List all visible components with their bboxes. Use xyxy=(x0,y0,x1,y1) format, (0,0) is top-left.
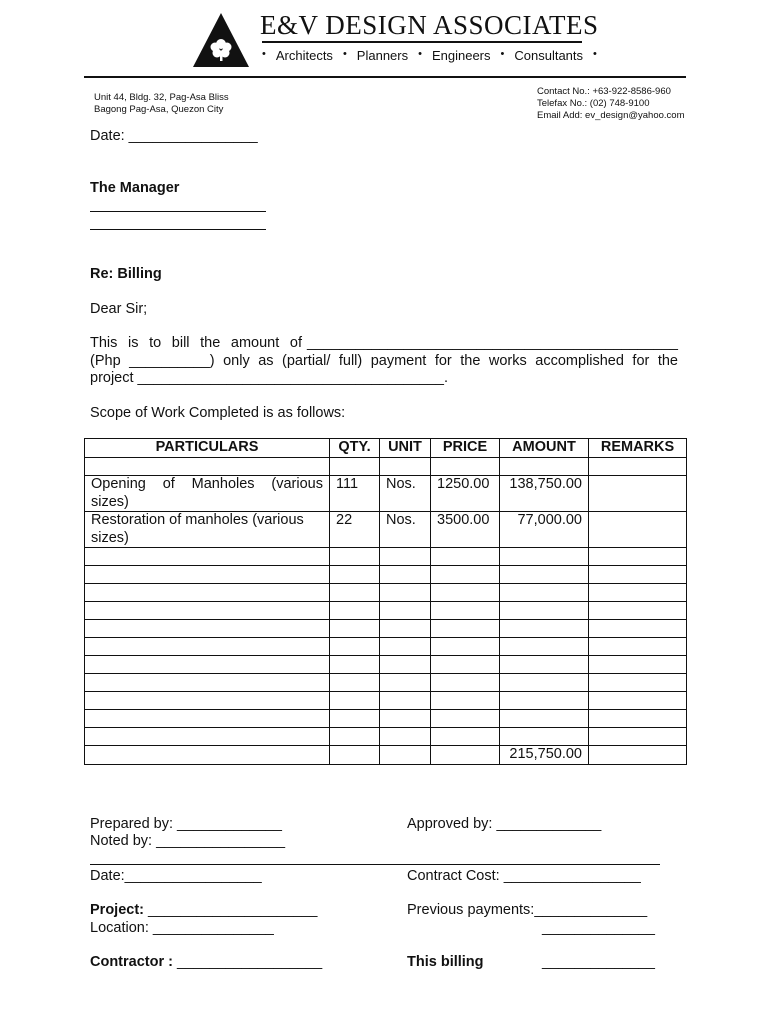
table-row xyxy=(85,692,687,710)
contractor-label: Contractor : xyxy=(90,954,173,970)
particulars-cell: Opening of Manholes (various sizes) xyxy=(85,476,330,512)
amount-cell: 77,000.00 xyxy=(500,512,589,548)
unit-cell: Nos. xyxy=(380,476,431,512)
previous-payments-blank: ______________ xyxy=(542,920,655,936)
previous-payments-field: Previous payments:______________ xyxy=(407,902,648,918)
price-cell: 3500.00 xyxy=(431,512,500,548)
subject-line: Re: Billing xyxy=(90,266,162,282)
paragraph-text: This is to bill the amount of xyxy=(90,335,302,351)
column-header: PRICE xyxy=(431,439,500,458)
scope-label: Scope of Work Completed is as follows: xyxy=(90,405,346,421)
company-name: E&V DESIGN ASSOCIATES xyxy=(260,10,599,40)
amount-cell: 138,750.00 xyxy=(500,476,589,512)
recipient-title: The Manager xyxy=(90,180,180,196)
amount-blank: ______________________________________________ xyxy=(307,335,678,351)
this-billing-blank: ______________ xyxy=(542,954,655,970)
column-header: UNIT xyxy=(380,439,431,458)
table-row xyxy=(85,656,687,674)
table-row xyxy=(85,566,687,584)
column-header: QTY. xyxy=(330,439,380,458)
project-blank: _____________________ xyxy=(144,902,318,918)
column-header: PARTICULARS xyxy=(85,439,330,458)
table-row xyxy=(85,584,687,602)
salutation: Dear Sir; xyxy=(90,301,148,317)
footer-date-field: Date:_________________ xyxy=(90,868,262,884)
service-bullet: • xyxy=(500,48,505,60)
service-item: Architects xyxy=(275,48,333,63)
contact-number: Contact No.: +63-922-8586-960 xyxy=(537,86,671,97)
column-header: REMARKS xyxy=(589,439,687,458)
address-block xyxy=(94,92,229,116)
particulars-cell: Restoration of manholes (various sizes) xyxy=(85,512,330,548)
table-row xyxy=(85,674,687,692)
service-bullet: • xyxy=(342,48,347,60)
contract-cost-field: Contract Cost: _________________ xyxy=(407,868,641,884)
table-row xyxy=(85,602,687,620)
table-row xyxy=(85,638,687,656)
table-row xyxy=(85,620,687,638)
table-row xyxy=(85,710,687,728)
scope-table xyxy=(84,438,687,765)
billing-paragraph xyxy=(90,335,678,388)
paragraph-line: (Php __________) only as (partial/ full) payment for the works accomplished for the xyxy=(90,352,678,369)
table-row xyxy=(85,512,687,548)
table-row xyxy=(85,476,687,512)
table-row xyxy=(85,548,687,566)
service-bullet: • xyxy=(593,48,597,60)
total-amount-cell: 215,750.00 xyxy=(500,746,589,765)
prepared-by-field: Prepared by: _____________ xyxy=(90,816,282,832)
footer-divider xyxy=(90,864,660,865)
table-total-row xyxy=(85,746,687,765)
remarks-cell xyxy=(589,512,687,548)
services-list xyxy=(262,48,597,63)
project-label: Project: xyxy=(90,902,144,918)
column-header: AMOUNT xyxy=(500,439,589,458)
qty-cell: 111 xyxy=(330,476,380,512)
paragraph-line xyxy=(90,335,678,353)
location-field: Location: _______________ xyxy=(90,920,274,936)
approved-by-field: Approved by: _____________ xyxy=(407,816,602,832)
this-billing-label: This billing xyxy=(407,954,484,970)
company-name-rule xyxy=(262,41,582,43)
company-logo xyxy=(191,11,251,69)
noted-by-field: Noted by: ________________ xyxy=(90,833,286,849)
address-line: Bagong Pag-Asa, Quezon City xyxy=(94,104,224,115)
service-item: Engineers xyxy=(431,48,491,63)
telefax-number: Telefax No.: (02) 748-9100 xyxy=(537,98,650,109)
price-cell: 1250.00 xyxy=(431,476,500,512)
service-bullet: • xyxy=(262,48,266,60)
contractor-blank: __________________ xyxy=(172,954,323,970)
email-address: Email Add: ev_design@yahoo.com xyxy=(537,110,685,121)
service-item: Planners xyxy=(356,48,409,63)
table-row xyxy=(85,458,687,476)
table-header-row xyxy=(85,439,687,458)
table-row xyxy=(85,728,687,746)
contact-block xyxy=(537,86,684,122)
service-item: Consultants xyxy=(514,48,584,63)
unit-cell: Nos. xyxy=(380,512,431,548)
project-field xyxy=(90,902,317,918)
address-line: Unit 44, Bldg. 32, Pag-Asa Bliss xyxy=(94,92,229,103)
recipient-line-2 xyxy=(90,229,266,230)
paragraph-line: project ______________________________________. xyxy=(90,370,449,386)
date-field: Date: ________________ xyxy=(90,128,258,144)
service-bullet: • xyxy=(418,48,422,60)
header-rule xyxy=(84,76,686,78)
remarks-cell xyxy=(589,476,687,512)
contractor-field xyxy=(90,954,322,970)
qty-cell: 22 xyxy=(330,512,380,548)
recipient-line-1 xyxy=(90,211,266,212)
